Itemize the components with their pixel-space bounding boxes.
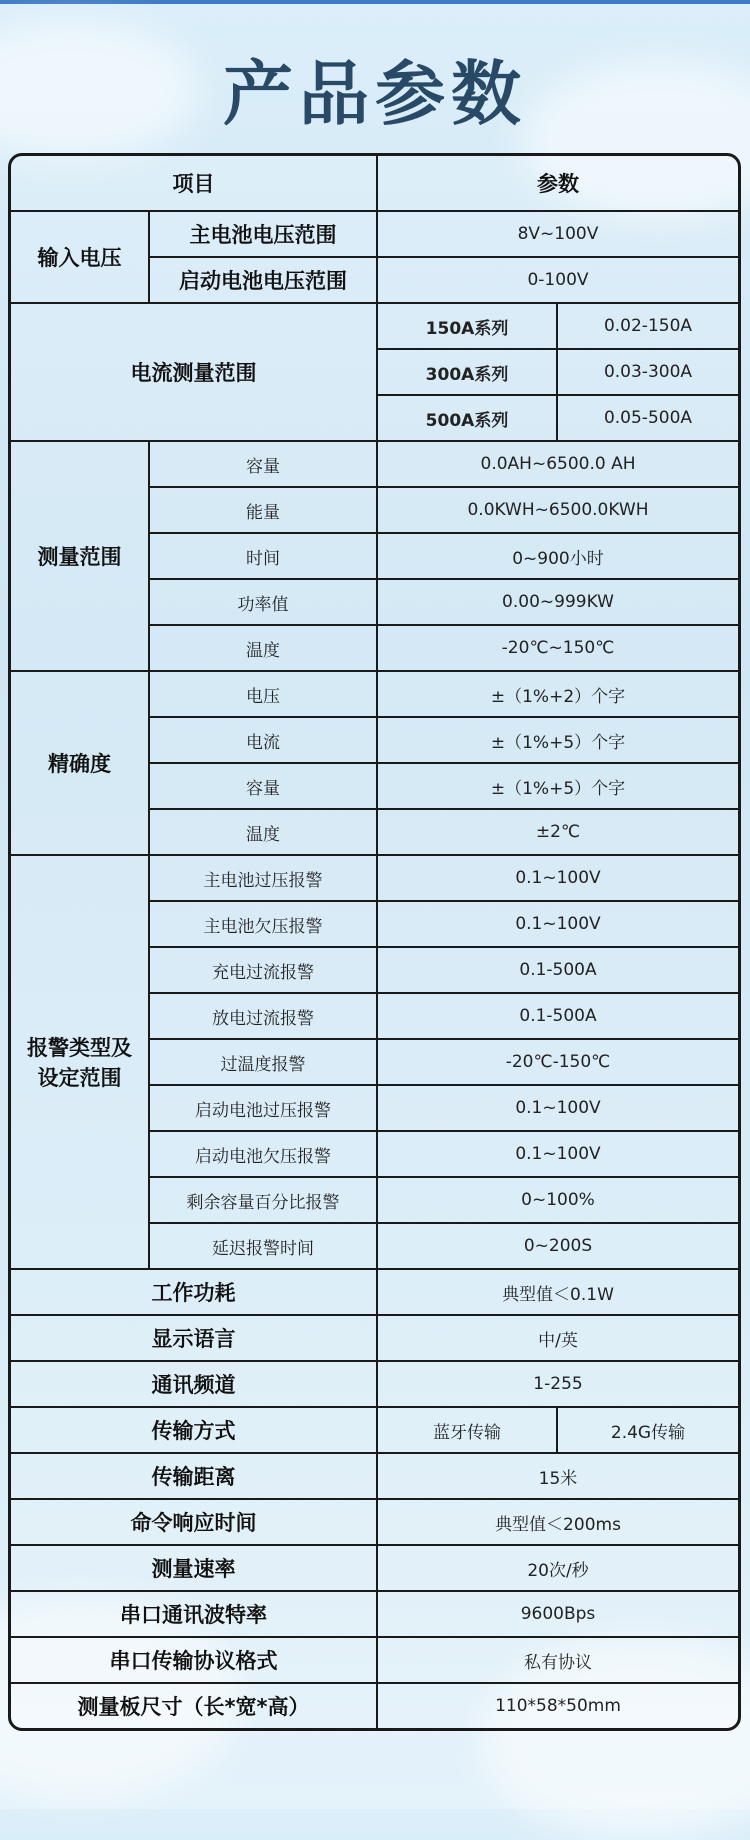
row-name: 启动电池过压报警	[149, 1085, 377, 1131]
row-value: 0~900小时	[377, 533, 738, 579]
group-label-current-range: 电流测量范围	[11, 303, 377, 441]
group-label-alarm	[11, 855, 149, 1269]
row-name: 主电池过压报警	[149, 855, 377, 901]
row-name: 时间	[149, 533, 377, 579]
row-value: 110*58*50mm	[377, 1683, 738, 1728]
table-row	[11, 1361, 738, 1407]
header-param: 参数	[377, 156, 738, 211]
table-row	[11, 1637, 738, 1683]
row-name: 主电池欠压报警	[149, 901, 377, 947]
row-value: 2.4G传输	[557, 1407, 738, 1453]
group-label-input-voltage: 输入电压	[11, 211, 149, 303]
row-name: 电压	[149, 671, 377, 717]
row-value: 9600Bps	[377, 1591, 738, 1637]
row-value: 中/英	[377, 1315, 738, 1361]
row-value: 0.00~999KW	[377, 579, 738, 625]
row-name: 传输方式	[11, 1407, 377, 1453]
row-value: 蓝牙传输	[377, 1407, 557, 1453]
row-value: -20℃-150℃	[377, 1039, 738, 1085]
table-row	[11, 1591, 738, 1637]
row-name: 延迟报警时间	[149, 1223, 377, 1269]
table-row	[11, 303, 738, 349]
row-name: 过温度报警	[149, 1039, 377, 1085]
table-row	[11, 1407, 738, 1453]
table-row	[11, 441, 738, 487]
spec-table	[8, 153, 741, 1731]
row-name: 测量板尺寸（长*宽*高）	[11, 1683, 377, 1728]
row-name: 工作功耗	[11, 1269, 377, 1315]
row-value: 0.1~100V	[377, 901, 738, 947]
header-item: 项目	[11, 156, 377, 211]
row-name: 电流	[149, 717, 377, 763]
row-value: 典型值＜0.1W	[377, 1269, 738, 1315]
row-name: 显示语言	[11, 1315, 377, 1361]
row-name: 温度	[149, 625, 377, 671]
series-name: 500A系列	[377, 395, 557, 441]
table-row	[11, 1315, 738, 1361]
row-name: 充电过流报警	[149, 947, 377, 993]
series-value: 0.02-150A	[557, 303, 738, 349]
row-value: 0.0KWH~6500.0KWH	[377, 487, 738, 533]
series-value: 0.03-300A	[557, 349, 738, 395]
row-name: 剩余容量百分比报警	[149, 1177, 377, 1223]
table-row	[11, 1545, 738, 1591]
group-label-measure-range: 测量范围	[11, 441, 149, 671]
row-value: 0.1-500A	[377, 993, 738, 1039]
table-row	[11, 1269, 738, 1315]
row-name: 容量	[149, 763, 377, 809]
row-value: 0.1~100V	[377, 1131, 738, 1177]
table-row	[11, 1499, 738, 1545]
alarm-label-line2: 设定范围	[37, 1066, 122, 1090]
row-value: 0.1~100V	[377, 855, 738, 901]
row-value: 典型值＜200ms	[377, 1499, 738, 1545]
row-name: 功率值	[149, 579, 377, 625]
row-name: 能量	[149, 487, 377, 533]
row-value: 0.1~100V	[377, 1085, 738, 1131]
row-name: 放电过流报警	[149, 993, 377, 1039]
table-row	[11, 211, 738, 257]
row-name: 传输距离	[11, 1453, 377, 1499]
row-name: 串口传输协议格式	[11, 1637, 377, 1683]
row-value: 私有协议	[377, 1637, 738, 1683]
series-name: 300A系列	[377, 349, 557, 395]
row-value: -20℃~150℃	[377, 625, 738, 671]
series-value: 0.05-500A	[557, 395, 738, 441]
row-value: 0~200S	[377, 1223, 738, 1269]
table-row	[11, 1683, 738, 1728]
row-value: 15米	[377, 1453, 738, 1499]
table-row	[11, 855, 738, 901]
row-value: ±（1%+2）个字	[377, 671, 738, 717]
row-value: 0.0AH~6500.0 AH	[377, 441, 738, 487]
row-name: 温度	[149, 809, 377, 855]
top-accent-line	[0, 0, 750, 4]
alarm-label-line1: 报警类型及	[27, 1036, 132, 1060]
table-row	[11, 671, 738, 717]
row-value: 8V~100V	[377, 211, 738, 257]
series-name: 150A系列	[377, 303, 557, 349]
row-name: 启动电池欠压报警	[149, 1131, 377, 1177]
table-row	[11, 1453, 738, 1499]
row-value: ±2℃	[377, 809, 738, 855]
row-value: 0~100%	[377, 1177, 738, 1223]
group-label-accuracy: 精确度	[11, 671, 149, 855]
row-value: 1-255	[377, 1361, 738, 1407]
table-header-row	[11, 156, 738, 211]
row-name: 主电池电压范围	[149, 211, 377, 257]
row-value: 0.1-500A	[377, 947, 738, 993]
row-name: 容量	[149, 441, 377, 487]
row-value: ±（1%+5）个字	[377, 717, 738, 763]
row-name: 命令响应时间	[11, 1499, 377, 1545]
row-name: 串口通讯波特率	[11, 1591, 377, 1637]
row-name: 启动电池电压范围	[149, 257, 377, 303]
row-name: 测量速率	[11, 1545, 377, 1591]
row-value: ±（1%+5）个字	[377, 763, 738, 809]
row-value: 20次/秒	[377, 1545, 738, 1591]
page-title: 产品参数	[223, 53, 527, 135]
row-name: 通讯频道	[11, 1361, 377, 1407]
row-value: 0-100V	[377, 257, 738, 303]
